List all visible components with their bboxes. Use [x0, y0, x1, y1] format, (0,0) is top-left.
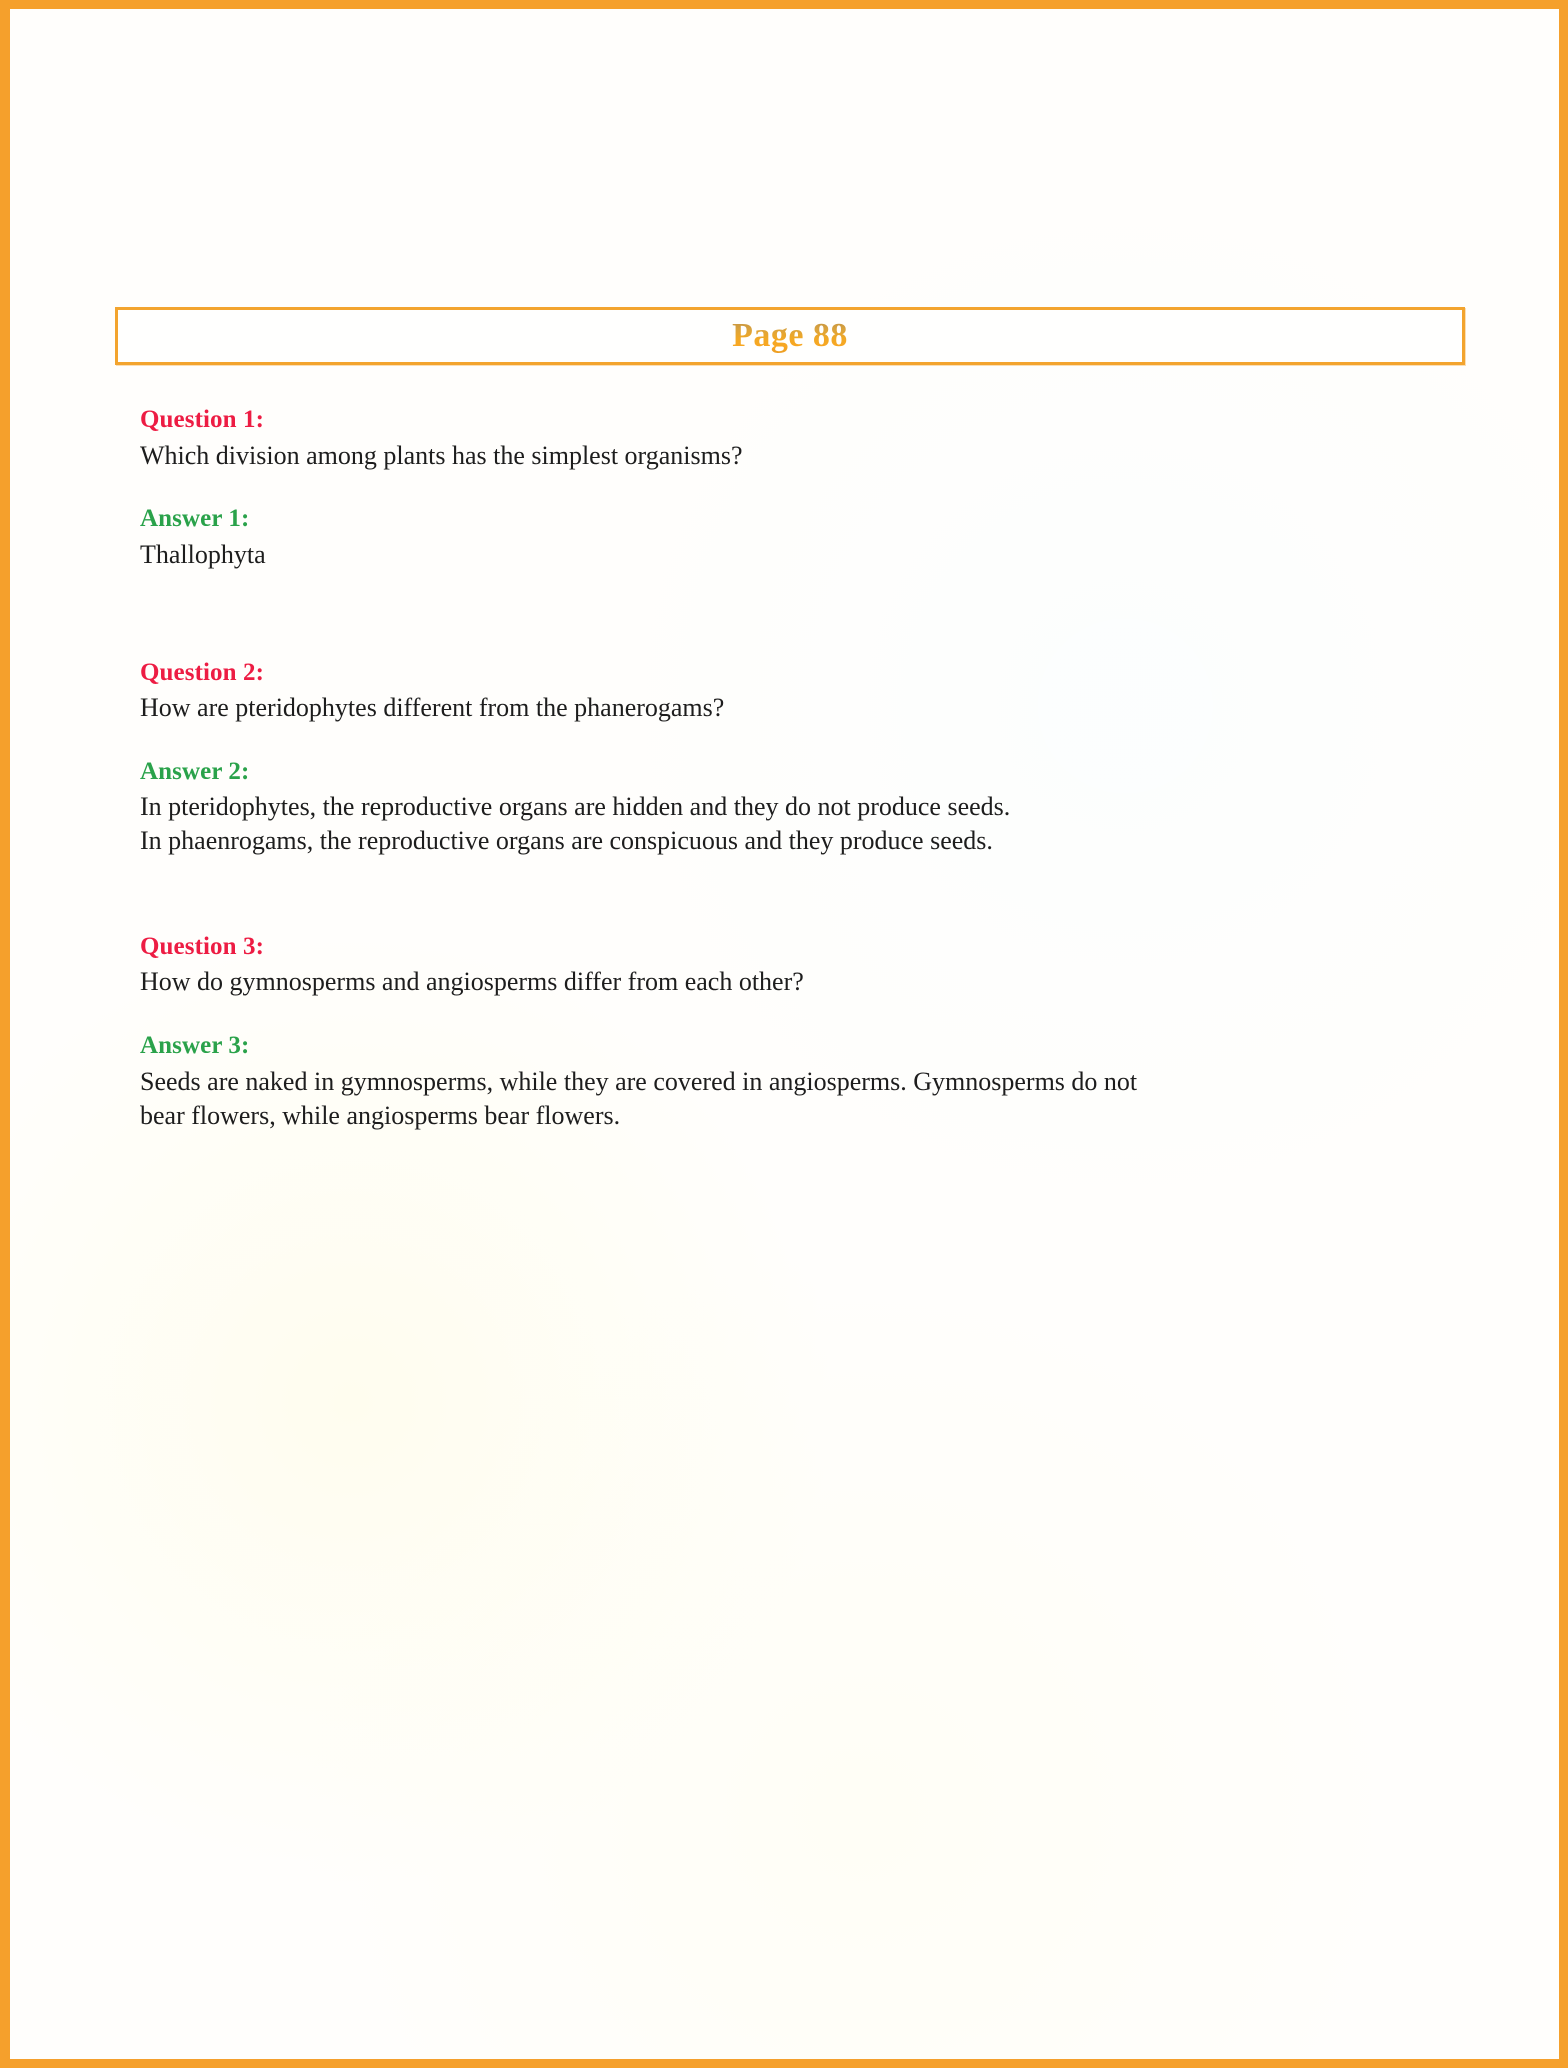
question-text: How do gymnosperms and angiosperms differ from each other?: [140, 967, 804, 997]
answer-text: [140, 538, 1430, 572]
spacer: [140, 472, 1440, 504]
answer-line: Seeds are naked in gymnosperms, while they are covered in angiosperms. Gymnosperms do not: [140, 1066, 1138, 1096]
question-label: Question 2:: [140, 658, 265, 686]
page-content: [10, 9, 1559, 2059]
page-title: Page 88: [732, 317, 848, 354]
answer-label: Answer 1:: [140, 505, 250, 533]
question-text: Which division among plants has the simplest organisms?: [140, 440, 743, 470]
spacer: [140, 725, 1440, 757]
answer-line: bear flowers, while angiosperms bear flowers.: [140, 1100, 621, 1130]
answer-line: Thallophyta: [140, 539, 266, 569]
question-label: Question 3:: [140, 932, 265, 960]
answer-line: In phaenrogams, the reproductive organs are conspicuous and they produce seeds.: [140, 826, 993, 856]
spacer: [140, 858, 1440, 932]
question-text: How are pteridophytes different from the phanerogams?: [140, 693, 725, 723]
qa-block: [140, 932, 1440, 1132]
question-label: Question 1:: [140, 406, 265, 433]
qa-list: [140, 405, 1440, 1132]
answer-line: In pteridophytes, the reproductive organs are hidden and they do not produce seeds.: [140, 792, 1011, 822]
qa-block: [140, 658, 1440, 858]
spacer: [140, 999, 1440, 1031]
answer-text: [140, 1065, 1430, 1133]
answer-text: [140, 790, 1430, 858]
page-header-box: [115, 307, 1465, 365]
spacer: [140, 572, 1440, 658]
qa-block: [140, 405, 1440, 572]
answer-label: Answer 2:: [140, 757, 250, 785]
answer-label: Answer 3:: [140, 1032, 250, 1060]
